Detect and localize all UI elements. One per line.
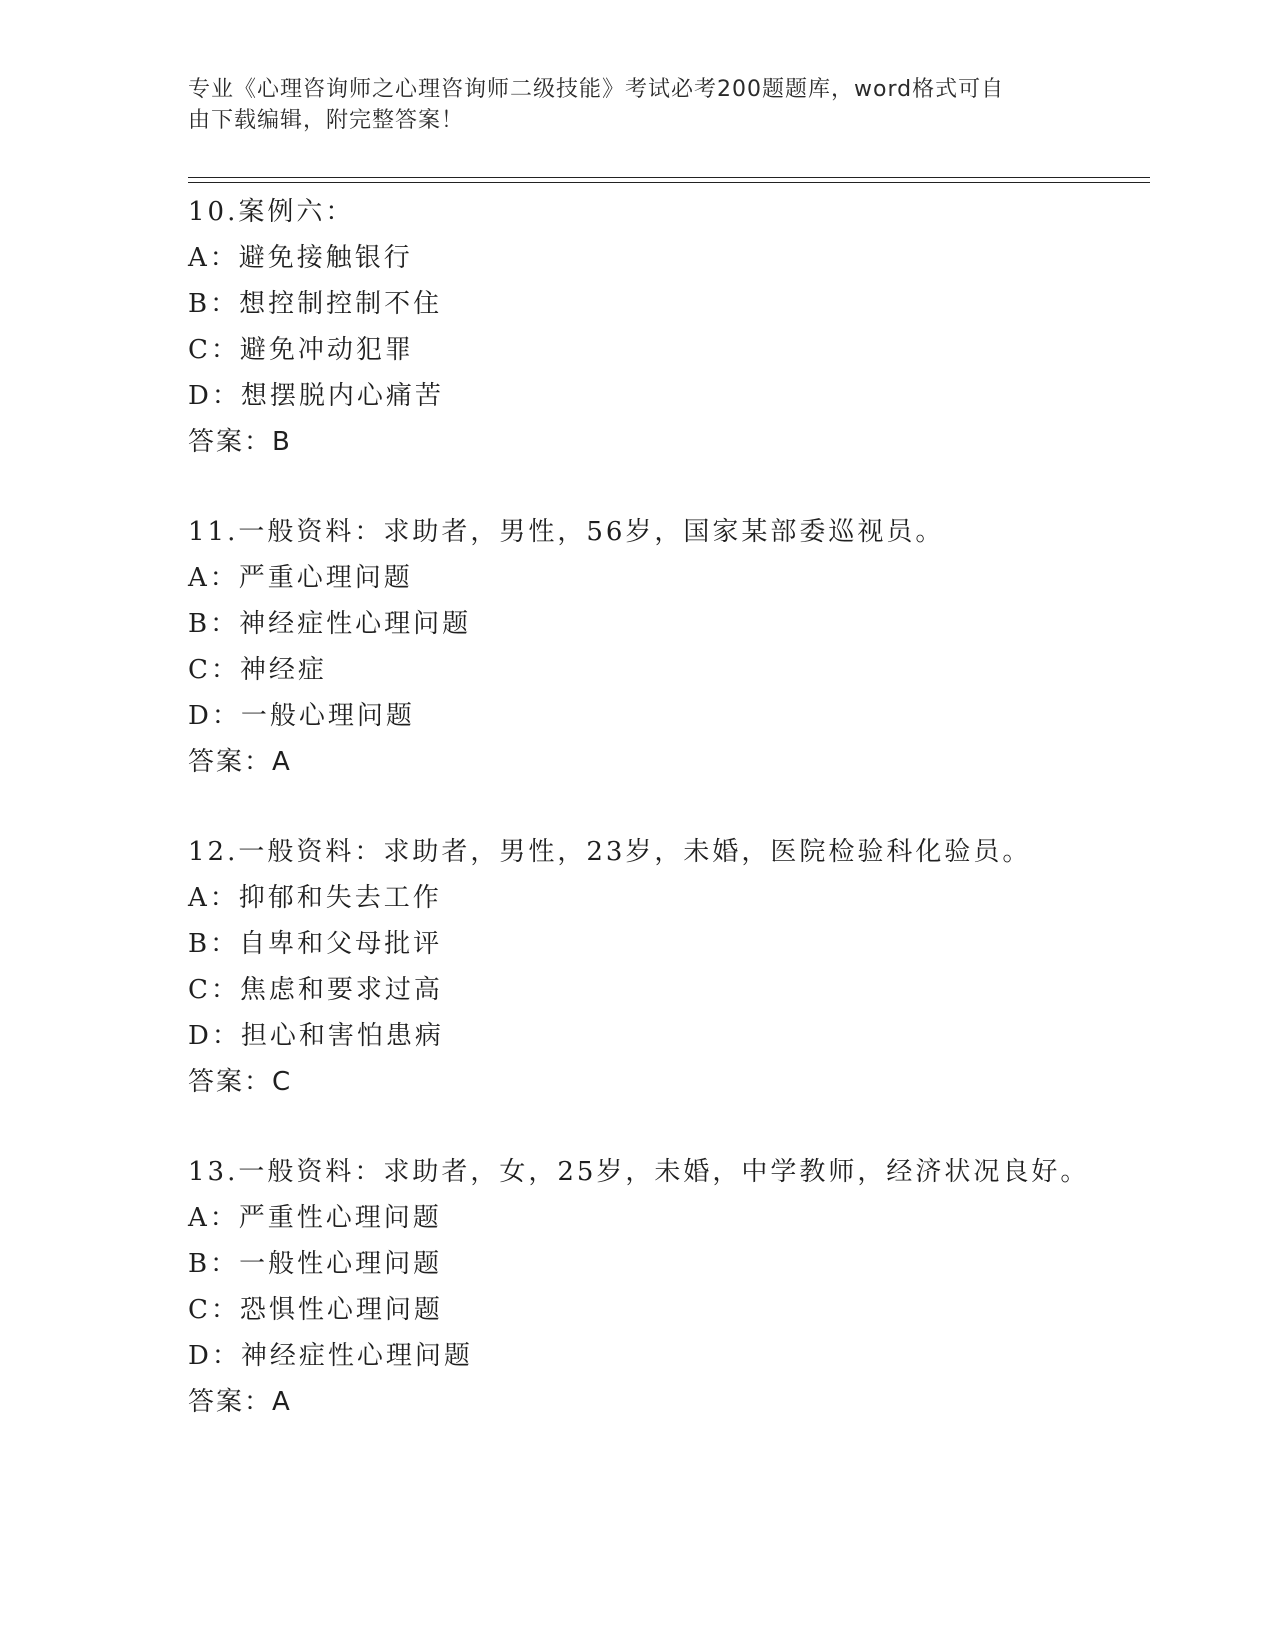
question-13 [188, 1149, 1148, 1425]
option-b: B：想控制控制不住 [188, 289, 443, 319]
option-a: A：严重心理问题 [188, 563, 413, 593]
question-stem: 11.一般资料：求助者，男性，56岁，国家某部委巡视员。 [188, 517, 945, 547]
document-header [188, 74, 1088, 136]
option-d: D：担心和害怕患病 [188, 1021, 444, 1051]
answer: 答案：A [188, 1387, 292, 1417]
header-divider-bottom [188, 182, 1150, 183]
option-b: B：一般性心理问题 [188, 1249, 443, 1279]
option-d: D：神经症性心理问题 [188, 1341, 473, 1371]
answer: 答案：B [188, 427, 292, 457]
option-a: A：避免接触银行 [188, 243, 413, 273]
option-c: C：焦虑和要求过高 [188, 975, 443, 1005]
question-stem: 10.案例六： [188, 197, 355, 227]
option-b: B：自卑和父母批评 [188, 929, 443, 959]
option-c: C：恐惧性心理问题 [188, 1295, 443, 1325]
answer: 答案：A [188, 747, 292, 777]
option-c: C：避免冲动犯罪 [188, 335, 414, 365]
question-11 [188, 509, 1148, 785]
header-intro-line-1: 专业《心理咨询师之心理咨询师二级技能》考试必考200题题库，word格式可自 [188, 77, 1005, 102]
header-intro-line-2: 由下载编辑，附完整答案！ [188, 108, 465, 133]
answer: 答案：C [188, 1067, 293, 1097]
question-12 [188, 829, 1148, 1105]
question-10 [188, 189, 1148, 465]
option-d: D：想摆脱内心痛苦 [188, 381, 444, 411]
option-a: A：严重性心理问题 [188, 1203, 442, 1233]
option-a: A：抑郁和失去工作 [188, 883, 442, 913]
question-stem: 12.一般资料：求助者，男性，23岁，未婚，医院检验科化验员。 [188, 837, 1032, 867]
option-c: C：神经症 [188, 655, 327, 685]
question-stem: 13.一般资料：求助者，女，25岁，未婚，中学教师，经济状况良好。 [188, 1157, 1090, 1187]
option-b: B：神经症性心理问题 [188, 609, 472, 639]
question-list [188, 189, 1148, 1469]
option-d: D：一般心理问题 [188, 701, 415, 731]
header-divider-top [188, 177, 1150, 178]
